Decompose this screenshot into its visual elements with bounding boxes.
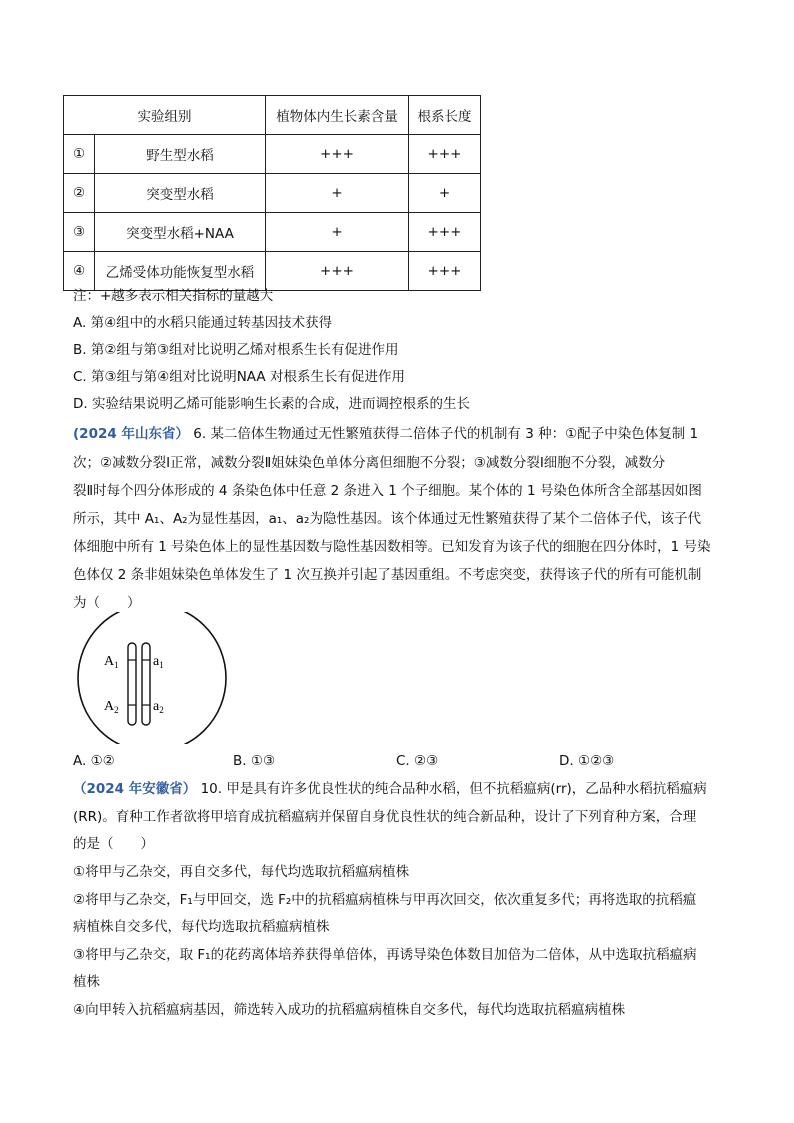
header-root: 根系长度 bbox=[409, 96, 481, 135]
row-number: ① bbox=[64, 135, 95, 174]
q6-first-line bbox=[73, 428, 698, 442]
q10-first-line bbox=[73, 783, 707, 797]
row-name: 乙烯受体功能恢复型水稻 bbox=[95, 252, 266, 291]
row-name: 野生型水稻 bbox=[95, 135, 266, 174]
q6-text-line: 所示，其中 A₁、A₂为显性基因，a₁、a₂为隐性基因。该个体通过无性繁殖获得了某个二倍体子代，该子代 bbox=[73, 511, 701, 527]
q1-option-a: A. 第④组中的水稻只能通过转基因技术获得 bbox=[73, 315, 333, 331]
row-name: 突变型水稻+NAA bbox=[95, 213, 266, 252]
q10-text-line: 甲是具有许多优良性状的纯合品种水稻，但不抗稻瘟病(rr)，乙品种水稻抗稻瘟病 bbox=[226, 781, 707, 797]
row-auxin: + bbox=[266, 213, 409, 252]
row-root: +++ bbox=[409, 213, 481, 252]
row-root: +++ bbox=[409, 135, 481, 174]
table-note: 注：+越多表示相关指标的量越大 bbox=[73, 288, 274, 304]
q10-text-line: 的是（ ） bbox=[73, 836, 154, 852]
q6-number: 6. bbox=[193, 426, 207, 442]
q10-choice-2: ②将甲与乙杂交，F₁与甲回交，选 F₂中的抗稻瘟病植株与甲再次回交，依次重复多代；再将选取的抗稻瘟 bbox=[73, 892, 697, 908]
q6-text-line: 次；②减数分裂Ⅰ正常，减数分裂Ⅱ姐妹染色单体分离但细胞不分裂；③减数分裂Ⅰ细胞不分裂，减数分 bbox=[73, 455, 666, 471]
row-auxin: + bbox=[266, 174, 409, 213]
q10-source: （2024 年安徽省） bbox=[73, 781, 197, 797]
q6-option-d: D. ①②③ bbox=[559, 753, 615, 769]
row-number: ③ bbox=[64, 213, 95, 252]
gene-A2-label: $A_2$ bbox=[104, 699, 119, 715]
q10-choice-2-cont: 病植株自交多代，每代均选取抗稻瘟病植株 bbox=[73, 919, 330, 935]
q1-option-d: D. 实验结果说明乙烯可能影响生长素的合成，进而调控根系的生长 bbox=[73, 396, 470, 412]
header-auxin: 植物体内生长素含量 bbox=[266, 96, 409, 135]
q6-text-line: 体细胞中所有 1 号染色体上的显性基因数与隐性基因数相等。已知发育为该子代的细胞在四分体时，1 号染 bbox=[73, 539, 711, 555]
q6-option-c: C. ②③ bbox=[396, 753, 439, 769]
q6-source: (2024 年山东省） bbox=[73, 426, 189, 442]
table-row bbox=[64, 174, 481, 213]
table-row bbox=[64, 252, 481, 291]
gene-a2-label: $a_2$ bbox=[153, 699, 164, 715]
chromosome-right bbox=[142, 643, 150, 725]
chromosome-left bbox=[128, 643, 136, 725]
header-group: 实验组别 bbox=[64, 96, 266, 135]
row-number: ④ bbox=[64, 252, 95, 291]
q10-number: 10. bbox=[200, 781, 223, 797]
row-number: ② bbox=[64, 174, 95, 213]
chromosome-diagram bbox=[77, 612, 227, 744]
table-header-row bbox=[64, 96, 481, 135]
row-name: 突变型水稻 bbox=[95, 174, 266, 213]
q10-choice-4: ④向甲转入抗稻瘟病基因，筛选转入成功的抗稻瘟病植株自交多代，每代均选取抗稻瘟病植株 bbox=[73, 1002, 626, 1018]
gene-A1-label: $A_1$ bbox=[104, 654, 119, 670]
experiment-table bbox=[63, 95, 481, 291]
q6-text-line: 色体仅 2 条非姐妹染色单体发生了 1 次互换并引起了基因重组。不考虑突变，获得该子代的所有可能机制 bbox=[73, 567, 702, 583]
q10-choice-3: ③将甲与乙杂交，取 F₁的花药离体培养获得单倍体，再诱导染色体数目加倍为二倍体，从中选取抗稻瘟病 bbox=[73, 947, 697, 963]
table-row bbox=[64, 135, 481, 174]
row-root: + bbox=[409, 174, 481, 213]
q10-choice-3-cont: 植株 bbox=[73, 974, 100, 990]
q6-option-b: B. ①③ bbox=[233, 753, 276, 769]
q6-text-line: 某二倍体生物通过无性繁殖获得二倍体子代的机制有 3 种：①配子中染色体复制 1 bbox=[210, 426, 699, 442]
q6-text-line: 为（ ） bbox=[73, 595, 141, 611]
q10-choice-1: ①将甲与乙杂交，再自交多代，每代均选取抗稻瘟病植株 bbox=[73, 864, 410, 880]
row-root: +++ bbox=[409, 252, 481, 291]
q1-option-c: C. 第③组与第④组对比说明NAA 对根系生长有促进作用 bbox=[73, 369, 405, 385]
table-row bbox=[64, 213, 481, 252]
chromosome-figure bbox=[77, 612, 227, 748]
cell-outline bbox=[78, 612, 226, 744]
gene-a1-label: $a_1$ bbox=[153, 654, 164, 670]
q10-text-line: (RR)。育种工作者欲将甲培育成抗稻瘟病并保留自身优良性状的纯合新品种，设计了下列育种方案，合理 bbox=[73, 809, 697, 825]
q6-text-line: 裂Ⅱ时每个四分体形成的 4 条染色体中任意 2 条进入 1 个子细胞。某个体的 1 号染色体所含全部基因如图 bbox=[73, 483, 702, 499]
q1-option-b: B. 第②组与第③组对比说明乙烯对根系生长有促进作用 bbox=[73, 342, 399, 358]
row-auxin: +++ bbox=[266, 252, 409, 291]
q6-option-a: A. ①② bbox=[73, 753, 115, 769]
row-auxin: +++ bbox=[266, 135, 409, 174]
